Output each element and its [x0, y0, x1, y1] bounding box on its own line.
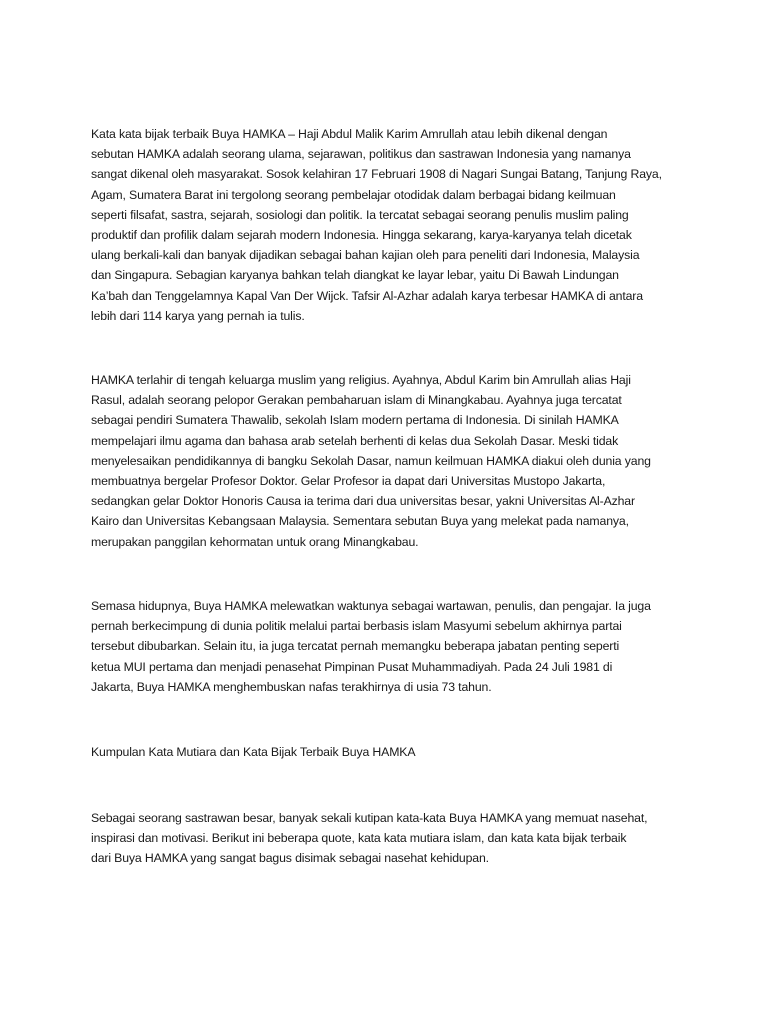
paragraph-career: Semasa hidupnya, Buya HAMKA melewatkan waktunya sebagai wartawan, penulis, dan pengajar. Ia juga pernah berkecimpung di dunia politik melalui partai berbasis islam Masyumi sebelum akhirnya partai tersebut dibubarkan. Selain itu, ia juga tercatat pernah memangku beberapa jabatan penting seperti ketua MUI pertama dan menjadi penasehat Pimpinan Pusat Muhammadiyah. Pada 24 Juli 1981 di Jakarta, Buya HAMKA menghembuskan nafas terakhirnya di usia 73 tahun. [91, 599, 651, 694]
paragraph-biography: HAMKA terlahir di tengah keluarga muslim yang religius. Ayahnya, Abdul Karim bin Amrullah alias Haji Rasul, adalah seorang pelopor Gerakan pembaharuan islam di Minangkabau. Ayahnya juga tercatat sebagai pendiri Sumatera Thawalib, sekolah Islam modern pertama di Indonesia. Di sinilah HAMKA mempelajari ilmu agama dan bahasa arab setelah berhenti di kelas dua Sekolah Dasar. Meski tidak menyelesaikan pendidikannya di bangku Sekolah Dasar, namun keilmuan HAMKA diakui oleh dunia yang membuatnya bergelar Profesor Doktor. Gelar Profesor ia dapat dari Universitas Mustopo Jakarta, sedangkan gelar Doktor Honoris Causa ia terima dari dua universitas besar, yakni Universitas Al-Azhar Kairo dan Universitas Kebangsaan Malaysia. Sementara sebutan Buya yang melekat pada namanya, merupakan panggilan kehormatan untuk orang Minangkabau. [91, 373, 651, 549]
paragraph-intro: Kata kata bijak terbaik Buya HAMKA – Haji Abdul Malik Karim Amrullah atau lebih dikenal dengan sebutan HAMKA adalah seorang ulama, sejarawan, politikus dan sastrawan Indonesia yang namanya sangat dikenal oleh masyarakat. Sosok kelahiran 17 Februari 1908 di Nagari Sungai Batang, Tanjung Raya, Agam, Sumatera Barat ini tergolong seorang pembelajar otodidak dalam berbagai bidang keilmuan seperti filsafat, sastra, sejarah, sosiologi dan politik. Ia tercatat sebagai seorang penulis muslim paling produktif dan profilik dalam sejarah modern Indonesia. Hingga sekarang, karya-karyanya telah dicetak ulang berkali-kali dan banyak dijadikan sebagai bahan kajian oleh para peneliti dari Indonesia, Malaysia dan Singapura. Sebagian karyanya bahkan telah diangkat ke layar lebar, yaitu Di Bawah Lindungan Ka’bah dan Tenggelamnya Kapal Van Der Wijck. Tafsir Al-Azhar adalah karya terbesar HAMKA di antara lebih dari 114 karya yang pernah ia tulis. [91, 127, 662, 323]
section-heading: Kumpulan Kata Mutiara dan Kata Bijak Terbaik Buya HAMKA [91, 745, 416, 759]
paragraph-quotes-intro: Sebagai seorang sastrawan besar, banyak sekali kutipan kata-kata Buya HAMKA yang memuat nasehat, inspirasi dan motivasi. Berikut ini beberapa quote, kata kata mutiara islam, dan kata kata bijak terbaik dari Buya HAMKA yang sangat bagus disimak sebagai nasehat kehidupan. [91, 811, 648, 866]
